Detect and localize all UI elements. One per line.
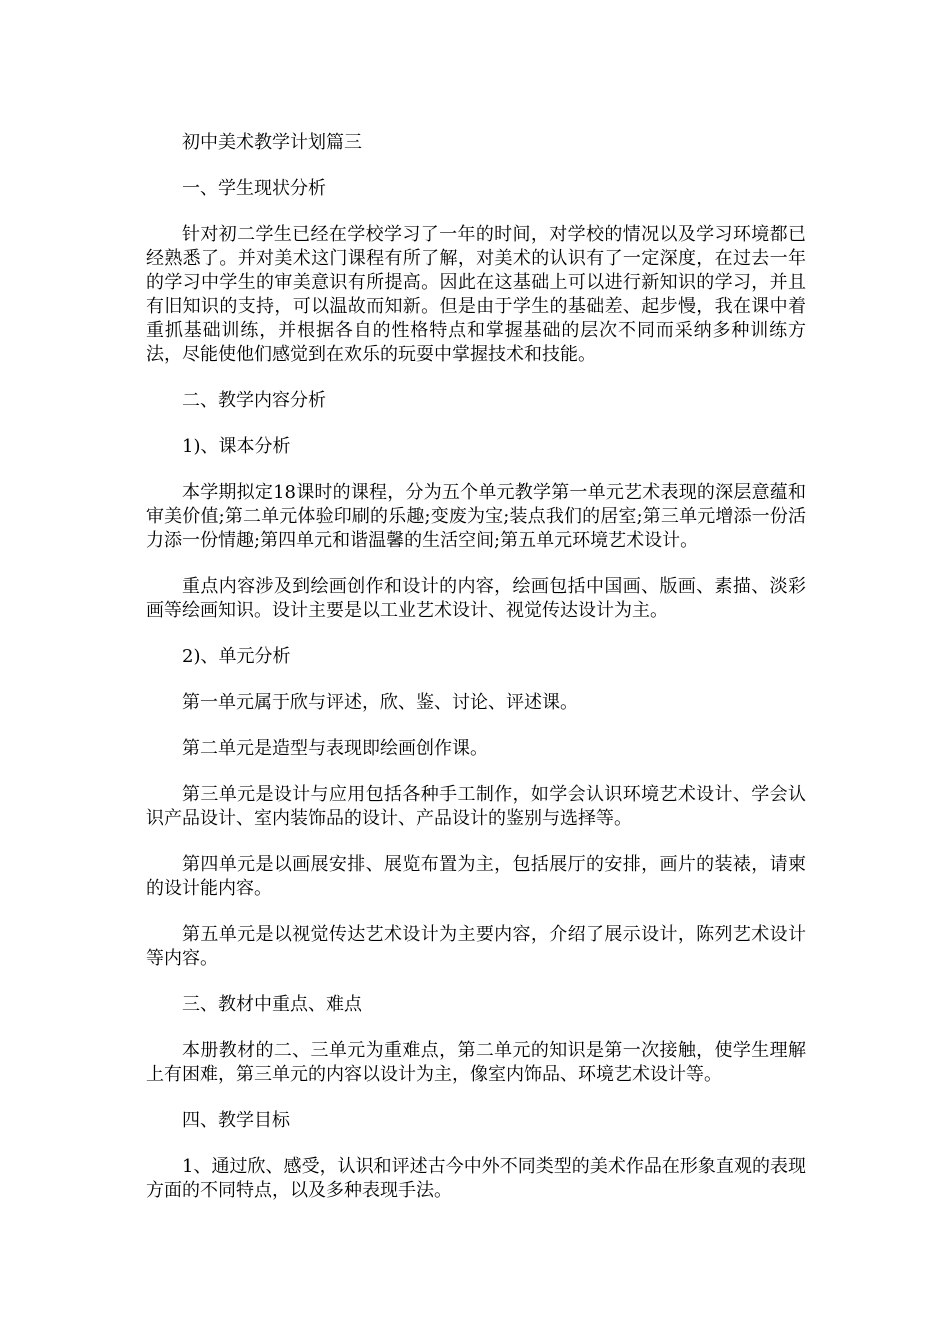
body-paragraph: 第二单元是造型与表现即绘画创作课。: [182, 738, 488, 759]
body-paragraph: 本册教材的二、三单元为重难点，第二单元的知识是第一次接触，使学生理解上有困难，第三单元的内容以设计为主，像室内饰品、环境艺术设计等。: [146, 1040, 806, 1085]
body-paragraph: 第一单元属于欣与评述，欣、鉴、讨论、评述课。: [182, 692, 578, 713]
section-heading: 二、教学内容分析: [182, 390, 326, 411]
document-title: 初中美术教学计划篇三: [182, 132, 362, 153]
body-paragraph: 第五单元是以视觉传达艺术设计为主要内容，介绍了展示设计，陈列艺术设计等内容。: [146, 924, 806, 969]
body-paragraph: 重点内容涉及到绘画创作和设计的内容，绘画包括中国画、版画、素描、淡彩画等绘画知识。设计主要是以工业艺术设计、视觉传达设计为主。: [146, 576, 806, 621]
section-heading: 四、教学目标: [182, 1110, 290, 1131]
body-paragraph: 第三单元是设计与应用包括各种手工制作，如学会认识环境艺术设计、学会认识产品设计、室内装饰品的设计、产品设计的鉴别与选择等。: [146, 784, 806, 829]
document-body: [146, 131, 806, 1225]
body-paragraph: 本学期拟定18课时的课程，分为五个单元教学第一单元艺术表现的深层意蕴和审美价值;第二单元体验印刷的乐趣;变废为宝;装点我们的居室;第三单元增添一份活力添一份情趣;第四单元和谐温馨的生活空间;第五单元环境艺术设计。: [146, 482, 806, 551]
section-heading: 三、教材中重点、难点: [182, 994, 362, 1015]
subsection-heading: 2)、单元分析: [182, 646, 291, 667]
body-paragraph: 1、通过欣、感受，认识和评述古今中外不同类型的美术作品在形象直观的表现方面的不同特点，以及多种表现手法。: [146, 1156, 806, 1201]
body-paragraph: 针对初二学生已经在学校学习了一年的时间，对学校的情况以及学习环境都已经熟悉了。并对美术这门课程有所了解，对美术的认识有了一定深度，在过去一年的学习中学生的审美意识有所提高。因此在这基础上可以进行新知识的学习，并且有旧知识的支持，可以温故而知新。但是由于学生的基础差、起步慢，我在课中着重抓基础训练，并根据各自的性格特点和掌握基础的层次不同而采纳多种训练方法，尽能使他们感觉到在欢乐的玩耍中掌握技术和技能。: [146, 224, 806, 365]
body-paragraph: 第四单元是以画展安排、展览布置为主，包括展厅的安排，画片的装裱，请柬的设计能内容。: [146, 854, 806, 899]
section-heading: 一、学生现状分析: [182, 178, 326, 199]
subsection-heading: 1)、课本分析: [182, 436, 291, 457]
